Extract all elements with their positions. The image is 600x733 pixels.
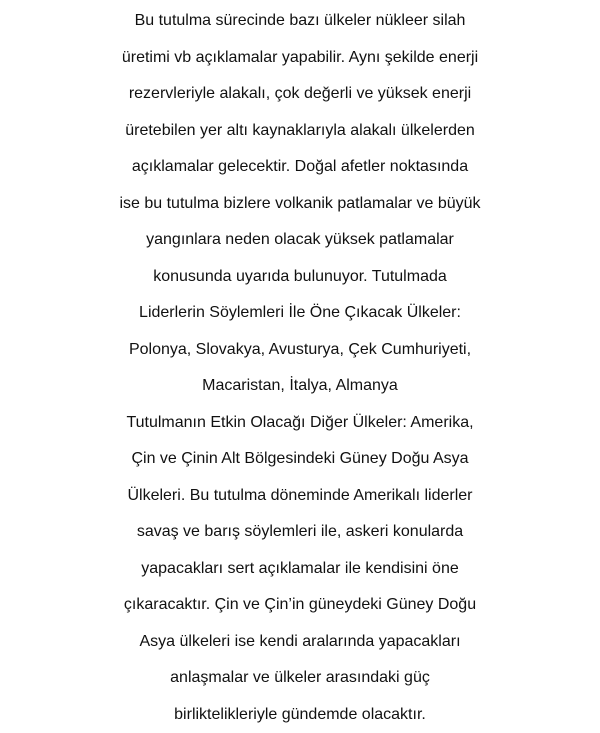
- text-line: yapacakları sert açıklamalar ile kendisini öne: [0, 551, 600, 588]
- text-line: rezervleriyle alakalı, çok değerli ve yüksek enerji: [0, 76, 600, 113]
- text-line: Tutulmanın Etkin Olacağı Diğer Ülkeler: Amerika,: [0, 405, 600, 442]
- text-line: Bu tutulma sürecinde bazı ülkeler nükleer silah: [0, 3, 600, 40]
- text-line: birliktelikleriyle gündemde olacaktır.: [0, 697, 600, 733]
- article-text: [0, 3, 600, 733]
- text-line: ise bu tutulma bizlere volkanik patlamalar ve büyük: [0, 186, 600, 223]
- text-line: Çin ve Çinin Alt Bölgesindeki Güney Doğu Asya: [0, 441, 600, 478]
- text-line: açıklamalar gelecektir. Doğal afetler noktasında: [0, 149, 600, 186]
- text-line: savaş ve barış söylemleri ile, askeri konularda: [0, 514, 600, 551]
- text-line: konusunda uyarıda bulunuyor. Tutulmada: [0, 259, 600, 296]
- text-line: anlaşmalar ve ülkeler arasındaki güç: [0, 660, 600, 697]
- text-line: Macaristan, İtalya, Almanya: [0, 368, 600, 405]
- text-line: üretimi vb açıklamalar yapabilir. Aynı şekilde enerji: [0, 40, 600, 77]
- text-line: yangınlara neden olacak yüksek patlamalar: [0, 222, 600, 259]
- text-line: çıkaracaktır. Çin ve Çin’in güneydeki Güney Doğu: [0, 587, 600, 624]
- text-line: Liderlerin Söylemleri İle Öne Çıkacak Ülkeler:: [0, 295, 600, 332]
- text-line: Polonya, Slovakya, Avusturya, Çek Cumhuriyeti,: [0, 332, 600, 369]
- text-line: Ülkeleri. Bu tutulma döneminde Amerikalı liderler: [0, 478, 600, 515]
- text-line: üretebilen yer altı kaynaklarıyla alakalı ülkelerden: [0, 113, 600, 150]
- text-line: Asya ülkeleri ise kendi aralarında yapacakları: [0, 624, 600, 661]
